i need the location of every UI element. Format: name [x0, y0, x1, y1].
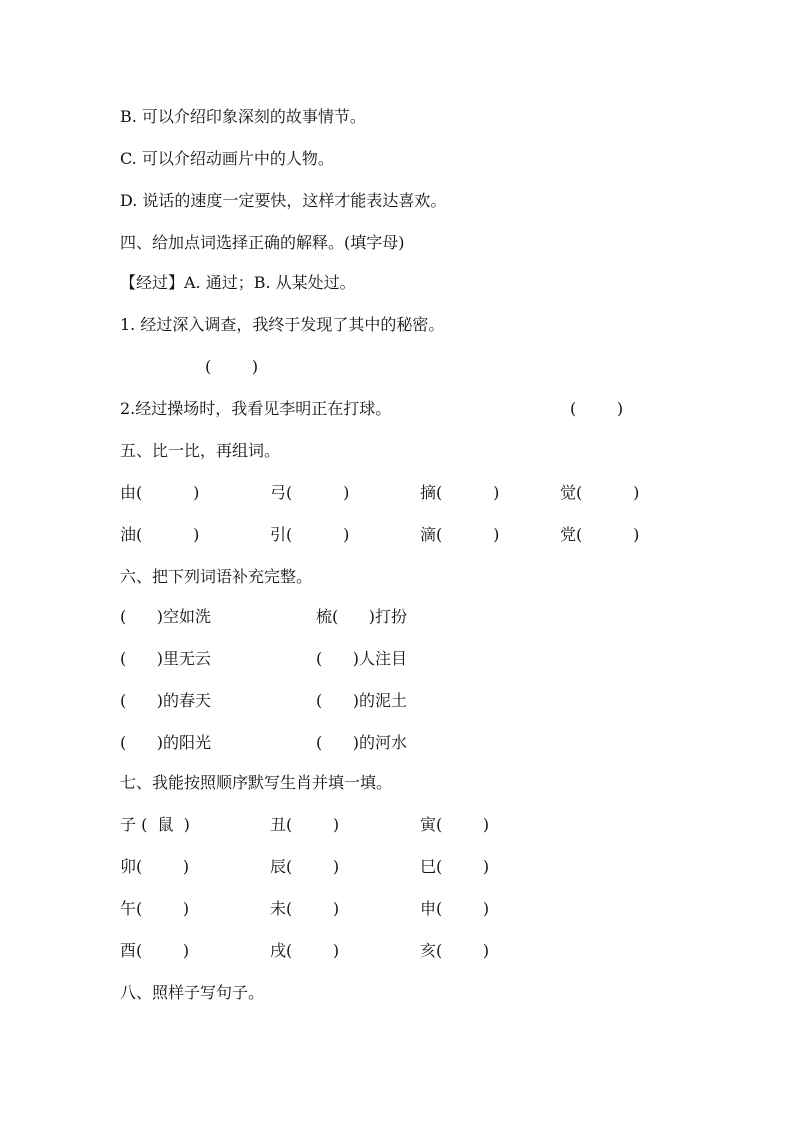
- compare-item[interactable]: 油( ): [120, 525, 200, 544]
- idiom-item[interactable]: ( )的春天: [120, 691, 212, 710]
- zodiac-item[interactable]: 子 ( 鼠 ): [120, 815, 190, 834]
- zodiac-item[interactable]: 寅( ): [420, 815, 490, 834]
- compare-item[interactable]: 引( ): [270, 525, 350, 544]
- idiom-item[interactable]: ( )人注目: [316, 649, 408, 668]
- zodiac-item[interactable]: 丑( ): [270, 815, 340, 834]
- idiom-item[interactable]: ( )里无云: [120, 649, 212, 668]
- section-7-title: 七、我能按照顺序默写生肖并填一填。: [120, 773, 393, 792]
- section-4-question-2: 2.经过操场时，我看见李明正在打球。: [120, 399, 392, 418]
- compare-item[interactable]: 摘( ): [420, 483, 500, 502]
- zodiac-item[interactable]: 亥( ): [420, 941, 490, 960]
- section-5-title: 五、比一比，再组词。: [120, 441, 281, 460]
- zodiac-item[interactable]: 酉( ): [120, 941, 190, 960]
- idiom-item[interactable]: ( )的泥土: [316, 691, 408, 710]
- zodiac-item[interactable]: 申( ): [420, 899, 490, 918]
- section-4-question-2-blank[interactable]: ( ): [570, 399, 624, 418]
- compare-item[interactable]: 觉( ): [560, 483, 640, 502]
- idiom-item[interactable]: ( )空如洗: [120, 607, 212, 626]
- compare-item[interactable]: 滴( ): [420, 525, 500, 544]
- zodiac-item[interactable]: 午( ): [120, 899, 190, 918]
- section-6-title: 六、把下列词语补充完整。: [120, 567, 313, 586]
- section-4-question-1: 1. 经过深入调查，我终于发现了其中的秘密。: [120, 315, 445, 334]
- zodiac-item[interactable]: 卯( ): [120, 857, 190, 876]
- section-8-title: 八、照样子写句子。: [120, 983, 265, 1002]
- option-c: C. 可以介绍动画片中的人物。: [120, 149, 334, 168]
- zodiac-item[interactable]: 未( ): [270, 899, 340, 918]
- section-4-question-1-blank[interactable]: ( ): [205, 357, 259, 376]
- section-4-definition: 【经过】A. 通过；B. 从某处过。: [120, 273, 356, 292]
- idiom-item[interactable]: 梳( )打扮: [316, 607, 408, 626]
- zodiac-item[interactable]: 辰( ): [270, 857, 340, 876]
- option-d: D. 说话的速度一定要快，这样才能表达喜欢。: [120, 191, 447, 210]
- compare-item[interactable]: 由( ): [120, 483, 200, 502]
- compare-item[interactable]: 弓( ): [270, 483, 350, 502]
- compare-item[interactable]: 党( ): [560, 525, 640, 544]
- idiom-item[interactable]: ( )的河水: [316, 733, 408, 752]
- zodiac-item[interactable]: 戌( ): [270, 941, 340, 960]
- option-b: B. 可以介绍印象深刻的故事情节。: [120, 107, 366, 126]
- idiom-item[interactable]: ( )的阳光: [120, 733, 212, 752]
- zodiac-item[interactable]: 巳( ): [420, 857, 490, 876]
- section-4-title: 四、给加点词选择正确的解释。(填字母): [120, 233, 405, 252]
